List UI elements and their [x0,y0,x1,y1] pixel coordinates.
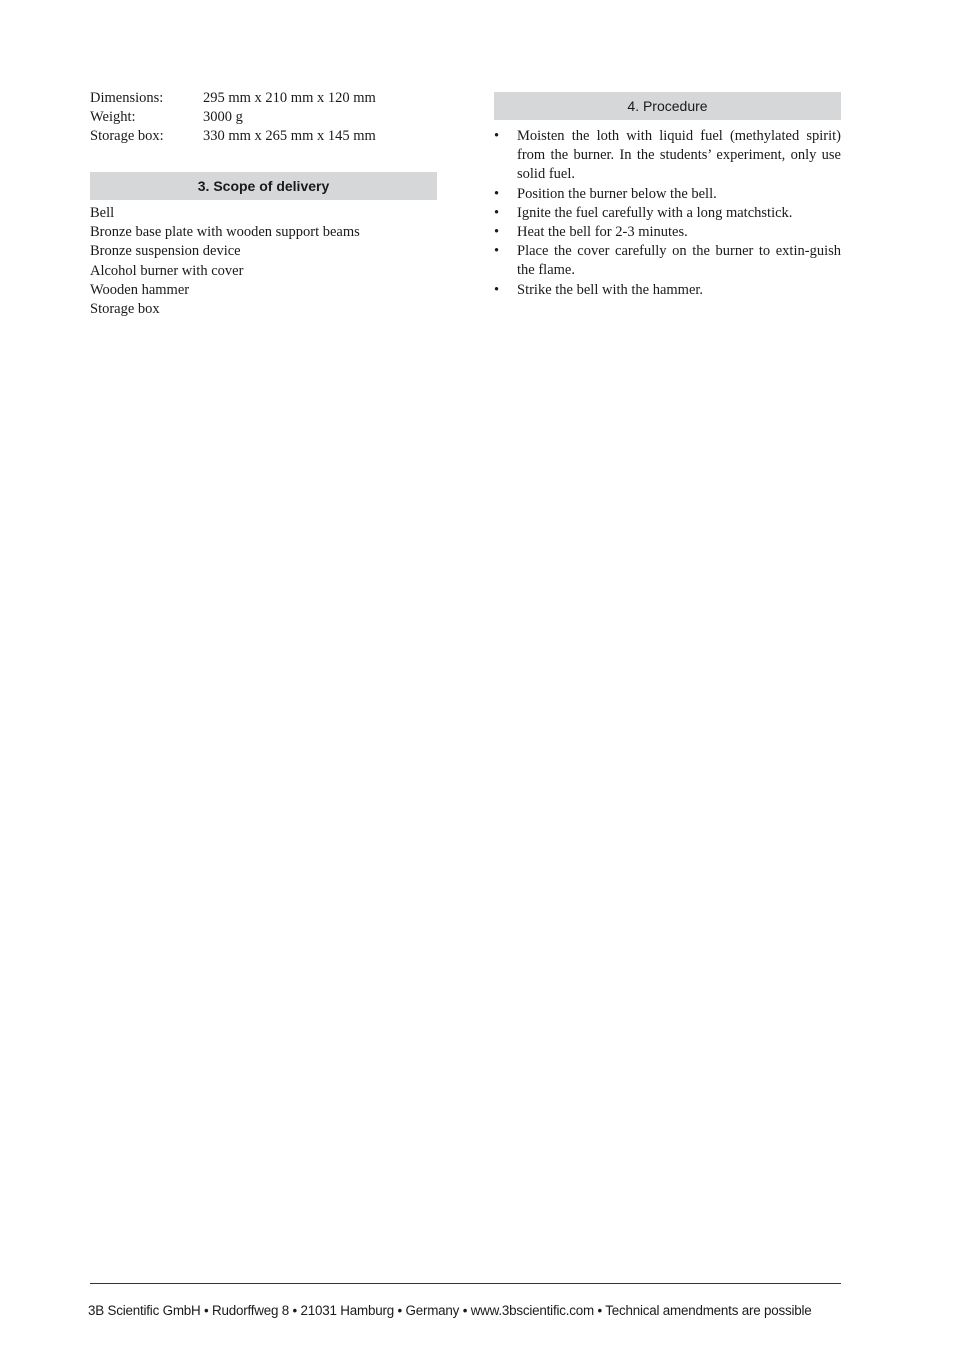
list-item: Storage box [90,301,160,318]
spec-label: Dimensions: [90,90,164,106]
bullet-icon: • [494,224,500,241]
list-item: Alcohol burner with cover [90,262,244,279]
list-item [494,127,841,185]
procedure-list [494,127,841,300]
list-item: Bronze base plate with wooden support beams [90,224,360,241]
scope-list [90,204,360,319]
procedure-step: Heat the bell for 2-3 minutes. [517,224,688,241]
procedure-step: Position the burner below the bell. [517,185,717,202]
spec-row [90,108,376,127]
list-item [494,204,841,223]
scope-heading: 3. Scope of delivery [90,172,437,200]
spec-table [90,89,376,146]
procedure-step: Moisten the loth with liquid fuel (methylated spirit) from the burner. In the students’ experiment, only use solid fuel. [517,128,841,183]
spec-row [90,89,376,108]
list-item: Bell [90,205,115,221]
list-item [494,242,841,280]
spec-value: 330 mm x 265 mm x 145 mm [203,128,376,144]
footer-text: 3B Scientific GmbH • Rudorffweg 8 • 21031 Hamburg • Germany • www.3bscientific.com • Technical amendments are possible [88,1303,812,1318]
spec-label: Weight: [90,109,136,125]
list-item: Bronze suspension device [90,243,241,260]
bullet-icon: • [494,281,500,298]
bullet-icon: • [494,243,500,260]
bullet-icon: • [494,128,500,144]
spec-row [90,127,376,146]
list-item [494,281,841,300]
procedure-step: Place the cover carefully on the burner to extin-guish the flame. [517,243,841,279]
list-item: Wooden hammer [90,281,190,298]
spec-value: 295 mm x 210 mm x 120 mm [203,90,376,106]
list-item [494,185,841,204]
bullet-icon: • [494,185,500,202]
spec-value: 3000 g [203,109,243,125]
list-item [494,223,841,242]
bullet-icon: • [494,204,500,221]
footer-divider [90,1283,841,1284]
procedure-step: Strike the bell with the hammer. [517,281,704,298]
procedure-heading: 4. Procedure [494,92,841,120]
spec-label: Storage box: [90,128,164,144]
procedure-step: Ignite the fuel carefully with a long matchstick. [517,204,793,221]
